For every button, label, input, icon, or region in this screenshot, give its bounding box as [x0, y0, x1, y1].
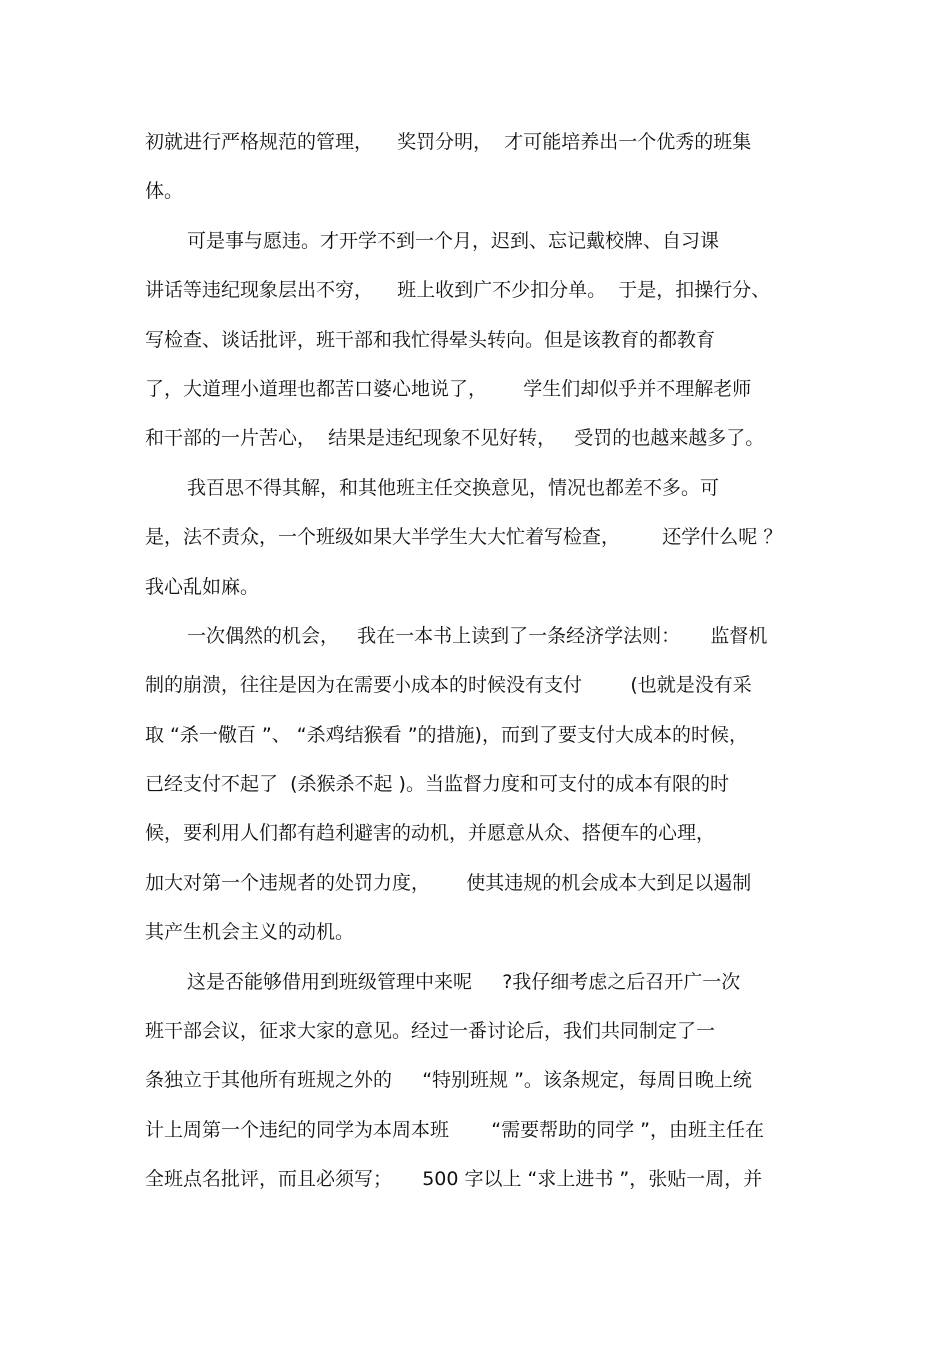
document-body [145, 118, 815, 1205]
text-line: 写检查、谈话批评，班干部和我忙得晕头转向。但是该教育的都教育 [145, 328, 716, 351]
text-line: 和干部的一片苦心， 结果是违纪现象不见好转， 受罚的也越来越多了。 [145, 427, 765, 450]
text-line: 其产生机会主义的动机。 [145, 921, 355, 944]
paragraph-start-line: 这是否能够借用到班级管理中来呢 ?我仔细考虑之后召开广一次 [187, 970, 741, 993]
paragraph-start-line: 我百思不得其解，和其他班主任交换意见，情况也都差不多。可 [187, 476, 720, 499]
text-line: 体。 [145, 180, 184, 203]
text-line: 加大对第一个违规者的处罚力度， 使其违规的机会成本大到足以遏制 [145, 871, 752, 894]
text-line: 条独立于其他所有班规之外的 “特别班规 ”。该条规定，每周日晚上统 [145, 1069, 752, 1092]
text-line: 计上周第一个违纪的同学为本周本班 “需要帮助的同学 ”，由班主任在 [145, 1118, 765, 1141]
text-line: 讲话等违纪现象层出不穷， 班上收到广不少扣分单。 于是，扣操行分、 [145, 279, 771, 302]
text-line: 全班点名批评，而且必须写； 500 字以上 “求上进书 ”，张贴一周，并 [145, 1168, 763, 1191]
text-line: 取 “杀一儆百 ”、 “杀鸡结猴看 ”的措施)，而到了要支付大成本的时候， [145, 723, 748, 746]
text-line: 是，法不责众，一个班级如果大半学生大大忙着写检查， 还学什么呢 ？ [145, 526, 783, 549]
text-line: 我心乱如麻。 [145, 575, 260, 598]
text-line: 候，要利用人们都有趋利避害的动机，并愿意从众、搭便车的心理， [145, 822, 716, 845]
text-line: 班干部会议，征求大家的意见。经过一番讨论后，我们共同制定了一 [145, 1020, 716, 1043]
paragraph-start-line: 一次偶然的机会， 我在一本书上读到了一条经济学法则： 监督机 [187, 624, 768, 647]
text-line: 已经支付不起了 (杀猴杀不起 )。当监督力度和可支付的成本有限的时 [145, 773, 729, 796]
paragraph-start-line: 可是事与愿违。才开学不到一个月，迟到、忘记戴校牌、自习课 [187, 229, 720, 252]
text-line: 了，大道理小道理也都苦口婆心地说了， 学生们却似乎并不理解老师 [145, 377, 752, 400]
text-line: 初就进行严格规范的管理， 奖罚分明， 才可能培养出一个优秀的班集 [145, 131, 752, 153]
text-line: 制的崩溃，往往是因为在需要小成本的时候没有支付 (也就是没有采 [145, 674, 752, 697]
